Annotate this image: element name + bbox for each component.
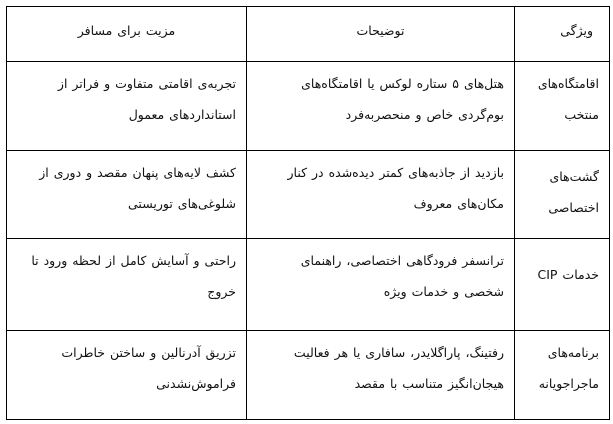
header-feature: ویژگی xyxy=(515,7,610,62)
header-description: توضیحات xyxy=(247,7,515,62)
features-table xyxy=(6,6,610,420)
row-benefit: تزریق آدرنالین و ساختن خاطرات فراموش‌نشدنی xyxy=(7,331,247,420)
row-feature: اقامتگاه‌های منتخب xyxy=(515,62,610,151)
row-benefit: راحتی و آسایش کامل از لحظه ورود تا خروج xyxy=(7,239,247,331)
row-description: هتل‌های ۵ ستاره لوکس یا اقامتگاه‌های بوم‌گردی خاص و منحصربه‌فرد xyxy=(247,62,515,151)
table-row xyxy=(7,331,610,420)
table-row xyxy=(7,239,610,331)
row-description: ترانسفر فرودگاهی اختصاصی، راهنمای شخصی و خدمات ویژه xyxy=(247,239,515,331)
row-description: بازدید از جاذبه‌های کمتر دیده‌شده در کنار مکان‌های معروف xyxy=(247,151,515,239)
row-description: رفتینگ، پاراگلایدر، سافاری یا هر فعالیت هیجان‌انگیز متناسب با مقصد xyxy=(247,331,515,420)
table-header-row xyxy=(7,7,610,62)
table-row xyxy=(7,151,610,239)
row-feature: گشت‌های اختصاصی xyxy=(515,151,610,239)
row-feature: خدمات CIP xyxy=(515,239,610,331)
header-benefit: مزیت برای مسافر xyxy=(7,7,247,62)
row-benefit: تجربه‌ی اقامتی متفاوت و فراتر از استانداردهای معمول xyxy=(7,62,247,151)
row-benefit: کشف لایه‌های پنهان مقصد و دوری از شلوغی‌های توریستی xyxy=(7,151,247,239)
row-feature: برنامه‌های ماجراجویانه xyxy=(515,331,610,420)
table-row xyxy=(7,62,610,151)
